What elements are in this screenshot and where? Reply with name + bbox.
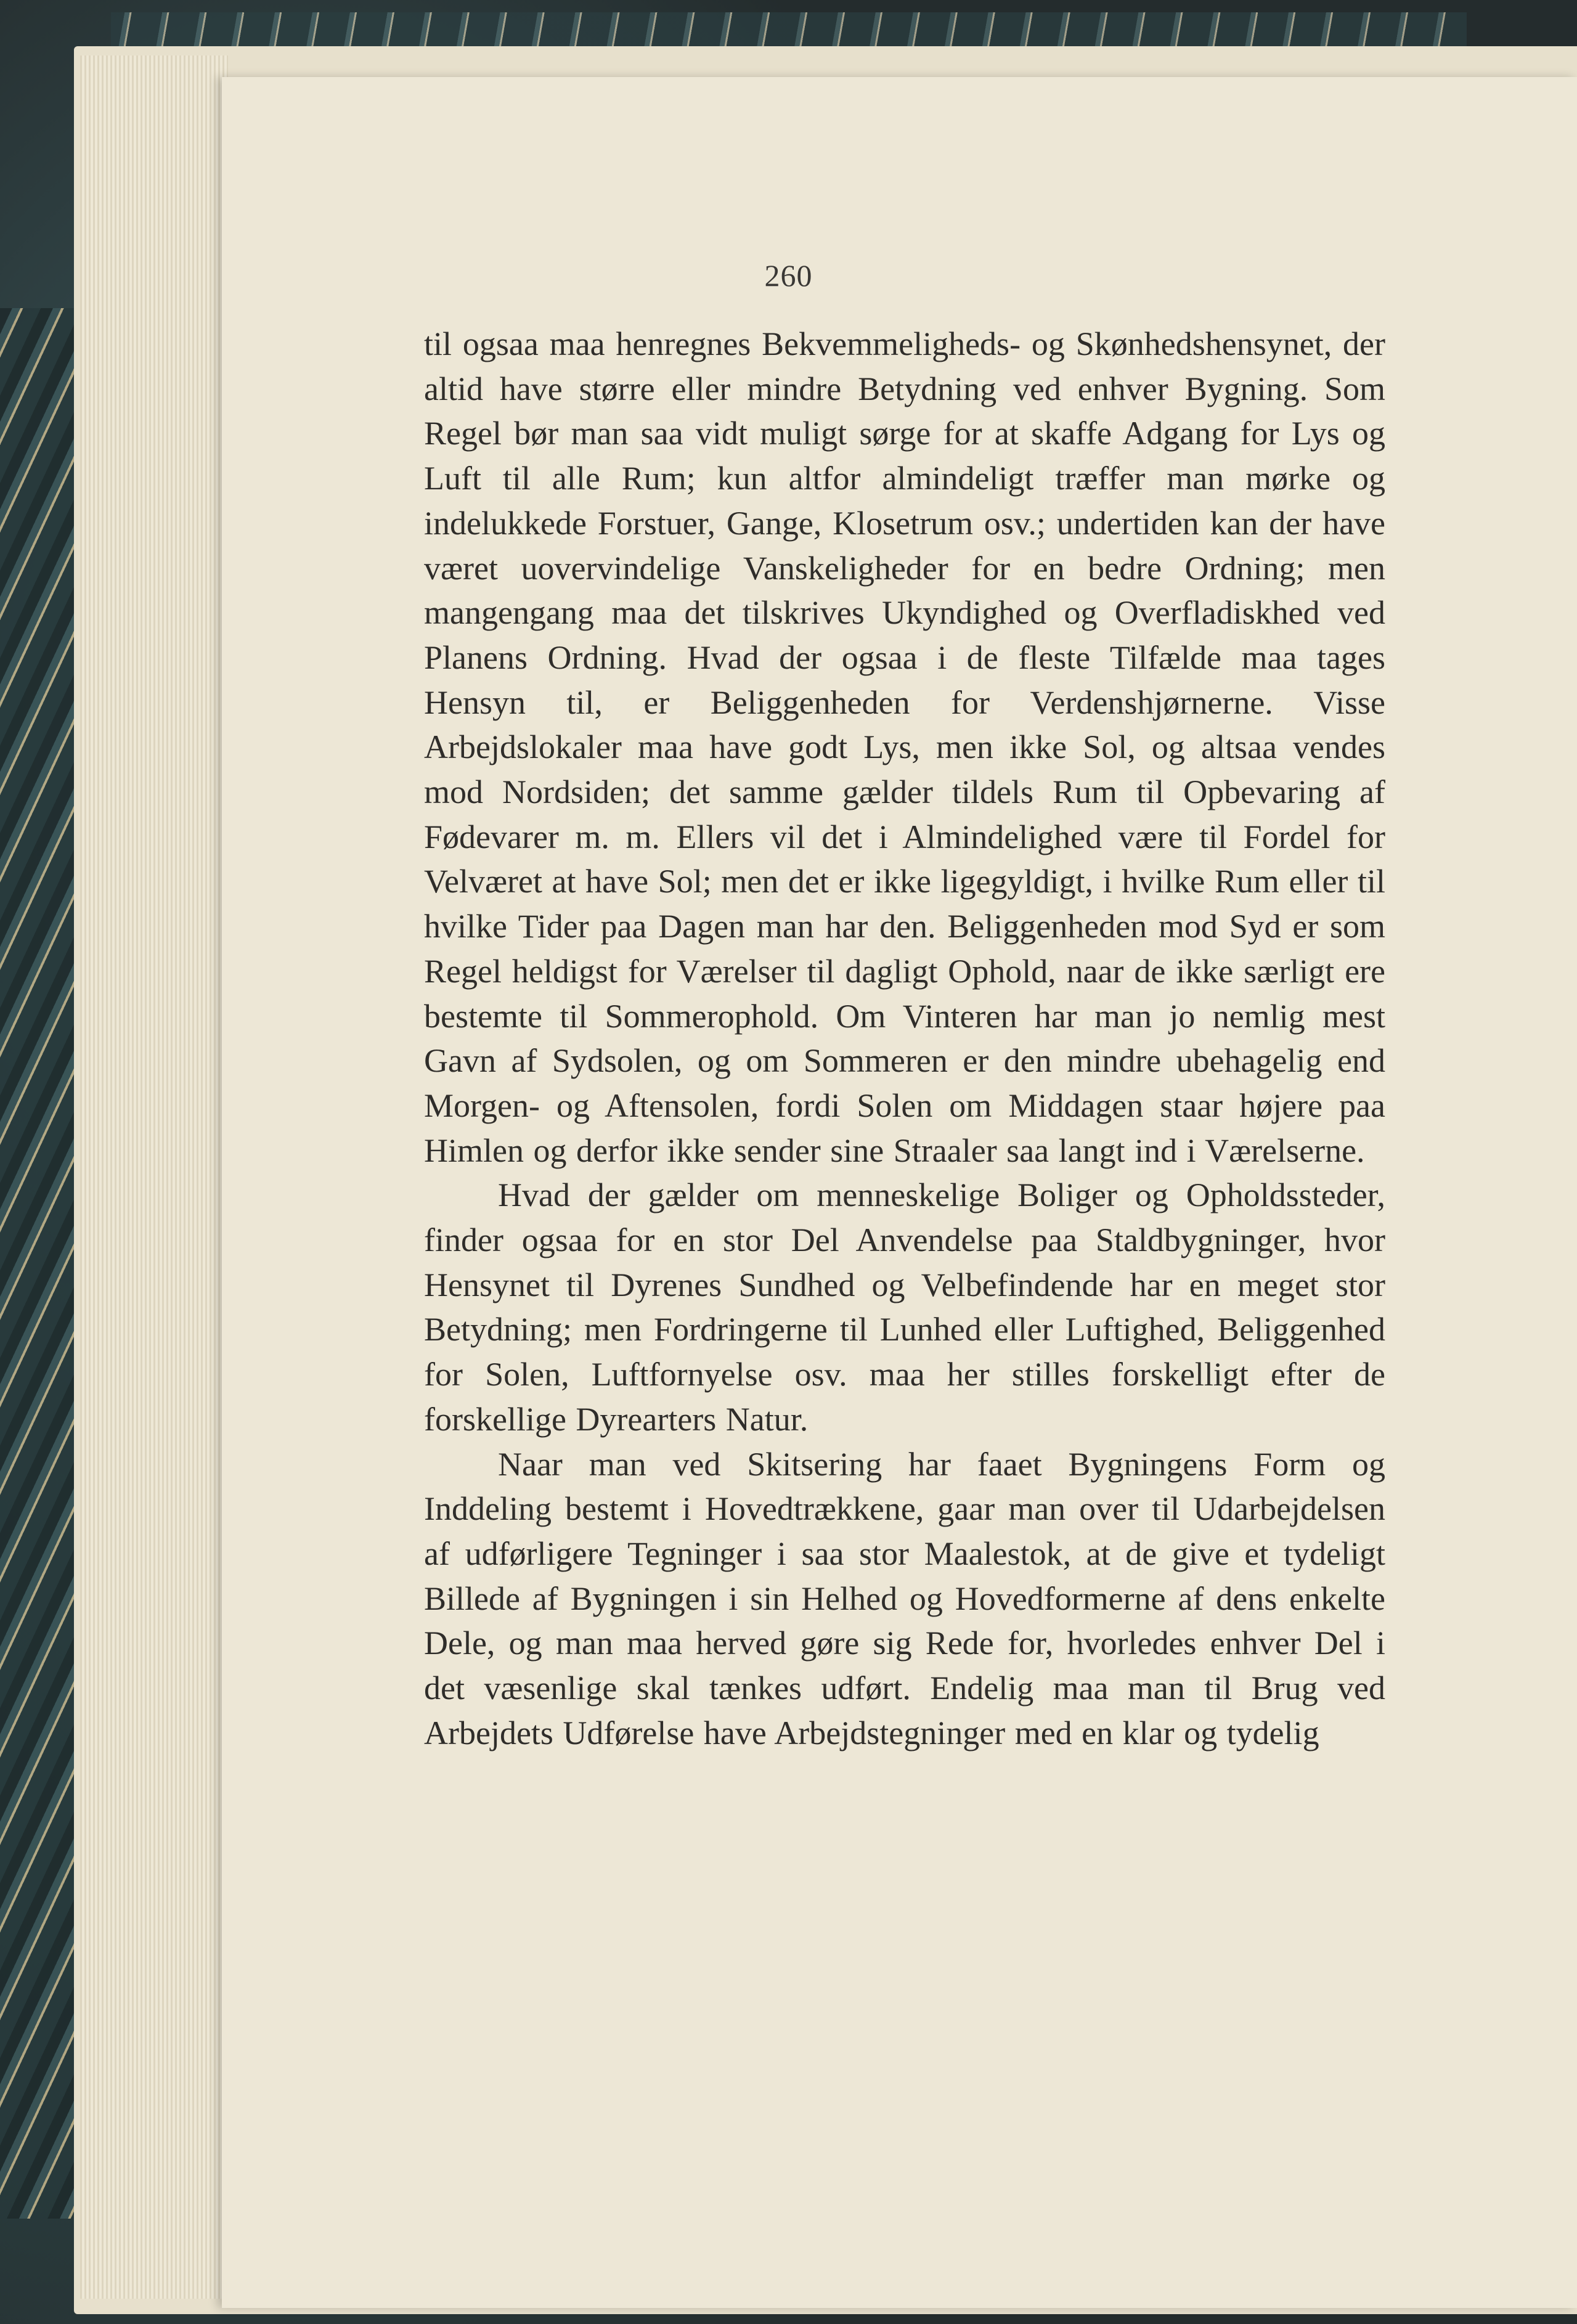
page-number: 260 <box>764 258 813 293</box>
paragraph: til ogsaa maa henregnes Bekvemmeligheds- og Skønhedshensynet, der altid have større eller mindre Betydning ved enhver Bygning. Som Regel bør man saa vidt muligt sørge for at skaffe Adgang for Lys og Luft til alle Rum; kun altfor almindeligt træffer man mørke og indelukkede Forstuer, Gange, Klosetrum osv.; undertiden kan der have været uovervindelige Vanskeligheder for en bedre Ordning; men mangengang maa det tilskrives Ukyndighed og Overfladiskhed ved Planens Ordning. Hvad der ogsaa i de fleste Tilfælde maa tages Hensyn til, er Beliggenheden for Verdenshjørnerne. Visse Arbejdslokaler maa have godt Lys, men ikke Sol, og altsaa vendes mod Nordsiden; det samme gælder tildels Rum til Opbevaring af Fødevarer m. m. Ellers vil det i Almindelighed være til Fordel for Velværet at have Sol; men det er ikke ligegyldigt, i hvilke Rum eller til hvilke Tider paa Dagen man har den. Beliggenheden mod Syd er som Regel heldigst for Værelser til dagligt Ophold, naar de ikke særligt ere bestemte til Sommerophold. Om Vinteren har man jo nemlig mest Gavn af Sydsolen, og om Sommeren er den mindre ubehagelig end Morgen- og Aftensolen, fordi Solen om Middagen staar højere paa Himlen og derfor ikke sender sine Straaler saa langt ind i Værelserne. <box>424 325 1385 1169</box>
paragraph: Naar man ved Skitsering har faaet Bygningens Form og Inddeling bestemt i Hovedtrækkene, gaar man over til Udarbejdelsen af udførligere Tegninger i saa stor Maalestok, at de give et tydeligt Billede af Bygningen i sin Helhed og Hovedformerne af dens enkelte Dele, og man maa herved gøre sig Rede for, hvorledes enhver Del i det væsenlige skal tænkes udført. Endelig maa man til Brug ved Arbejdets Udførelse have Arbejdstegninger med en klar og tydelig <box>424 1445 1385 1751</box>
page-edges <box>80 55 228 2299</box>
marbled-top-strip <box>111 12 1467 49</box>
paragraph: Hvad der gælder om menneskelige Boliger og Opholdssteder, finder ogsaa for en stor Del Anvendelse paa Staldbygninger, hvor Hensynet til Dyrenes Sundhed og Velbefindende har en meget stor Betydning; men Fordringerne til Lunhed eller Luftighed, Beliggenhed for Solen, Luftfornyelse osv. maa her stilles forskelligt efter de forskellige Dyrearters Natur. <box>424 1176 1385 1438</box>
marbled-board-edge <box>0 308 80 2219</box>
body-text <box>424 322 1385 1756</box>
